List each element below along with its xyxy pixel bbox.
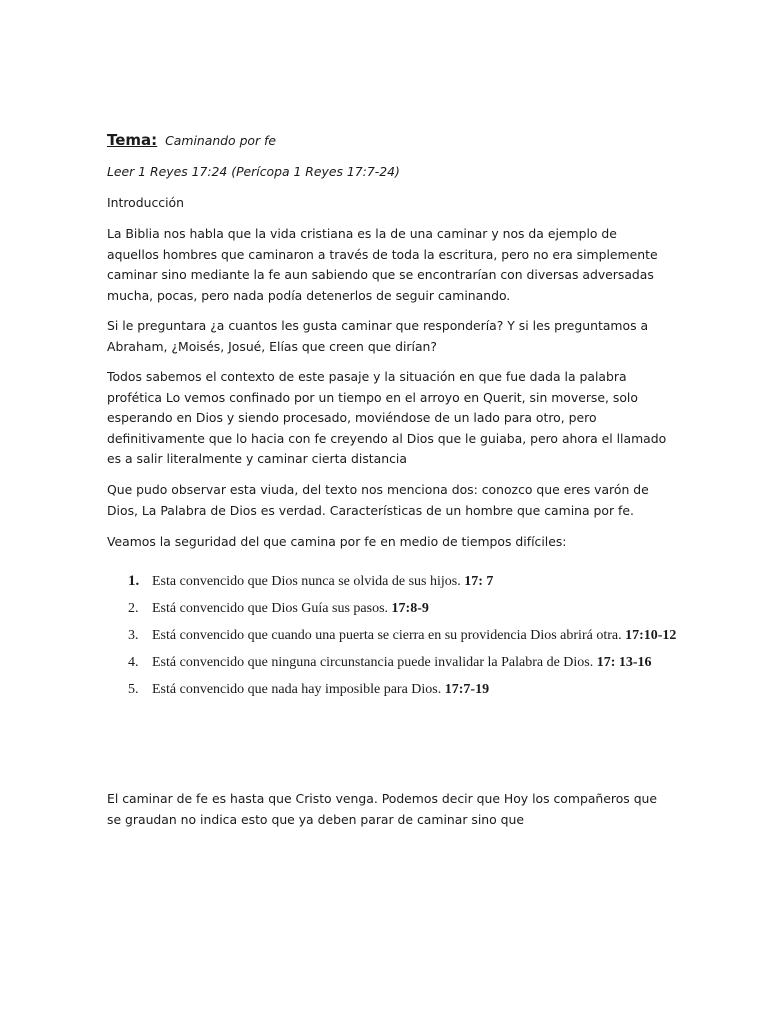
list-item: [107, 649, 677, 676]
list-text: Está convencido que cuando una puerta se cierra en su providencia Dios abrirá otra.: [152, 628, 622, 643]
intro-heading: Introducción: [107, 195, 184, 210]
paragraph-1: La Biblia nos habla que la vida cristiana es la de una caminar y nos da ejemplo de aquellos hombres que caminaron a través de toda la escritura, pero no era simplemente caminar sino mediante la fe aun sabiendo que se encontrarían con diversas adversadas mucha, pocas, pero nada podía detenerlos de seguir caminando.: [107, 226, 658, 303]
list-number: 5.: [128, 682, 139, 697]
topic-label: Tema:: [107, 131, 158, 149]
verse-ref: 17:10-12: [625, 628, 677, 643]
list-text: Esta convencido que Dios nunca se olvida de sus hijos.: [152, 574, 461, 589]
list-item: [107, 676, 677, 703]
list-text-block: [152, 676, 677, 703]
closing-paragraph: El caminar de fe es hasta que Cristo venga. Podemos decir que Hoy los compañeros que se graudan no indica esto que ya deben parar de caminar sino que: [107, 791, 658, 827]
list-item: [107, 595, 677, 622]
paragraph-5: Veamos la seguridad del que camina por fe en medio de tiempos difíciles:: [107, 534, 567, 549]
verse-ref: 17:7-19: [444, 682, 490, 697]
paragraph-3: Todos sabemos el contexto de este pasaje y la situación en que fue dada la palabra profética Lo vemos confinado por un tiempo en el arroyo en Querit, sin moverse, solo esperando en Dios y siendo procesado, moviéndose de un lado para otro, pero definitivamente que lo hacia con fe creyendo al Dios que le guiaba, pero ahora el llamado es a salir literalmente y caminar cierta distancia: [107, 369, 667, 467]
list-number: 1.: [128, 573, 140, 589]
paragraph-4: Que pudo observar esta viuda, del texto nos menciona dos: conozco que eres varón de Dios, La Palabra de Dios es verdad. Características de un hombre que camina por fe.: [107, 482, 649, 518]
list-item: [107, 622, 677, 649]
list-text-block: [152, 649, 677, 676]
list-number: 3.: [128, 628, 139, 643]
scripture-reading: Leer 1 Reyes 17:24 (Perícopa 1 Reyes 17:7-24): [107, 164, 400, 179]
list-text: Está convencido que nada hay imposible para Dios.: [152, 682, 442, 697]
list-text-block: [152, 595, 677, 622]
topic-heading: [107, 130, 276, 152]
list-item: [107, 568, 677, 595]
verse-ref: 17: 13-16: [596, 655, 652, 670]
list-text: Está convencido que ninguna circunstancia puede invalidar la Palabra de Dios.: [152, 655, 594, 670]
verse-ref: 17:8-9: [391, 601, 429, 616]
list-text-block: [152, 622, 677, 649]
list-text: Está convencido que Dios Guía sus pasos.: [152, 601, 389, 616]
convictions-list: [107, 568, 677, 703]
list-number: 2.: [128, 601, 139, 616]
topic-title: Caminando por fe: [165, 133, 277, 148]
list-number: 4.: [128, 655, 139, 670]
verse-ref: 17: 7: [464, 574, 494, 589]
paragraph-2: Si le preguntara ¿a cuantos les gusta caminar que respondería? Y si les preguntamos a Abraham, ¿Moisés, Josué, Elías que creen que dirían?: [107, 318, 649, 354]
list-text-block: [152, 568, 677, 595]
